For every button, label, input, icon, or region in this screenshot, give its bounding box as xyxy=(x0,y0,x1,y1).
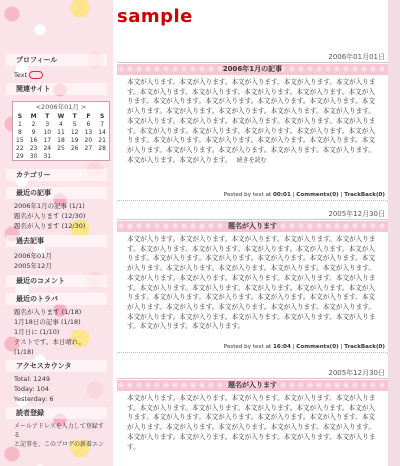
profile-text-label[interactable]: Text xyxy=(14,71,28,79)
calendar-day[interactable]: 26 xyxy=(70,144,79,152)
post-footer: Posted by text at 16:04 | Comments(0) | TrackBack(0) xyxy=(117,342,388,353)
calendar-day[interactable]: 6 xyxy=(86,120,91,128)
access-counter xyxy=(14,374,109,404)
calendar-day[interactable]: 20 xyxy=(84,136,93,144)
archives-list xyxy=(14,251,109,271)
recent-comments-heading: 最近のコメント xyxy=(6,275,107,287)
calendar-day[interactable]: 30 xyxy=(29,152,38,160)
calendar-day[interactable]: 14 xyxy=(98,128,106,136)
counter-yesterday: Yesterday: 6 xyxy=(14,395,54,403)
trackback-link[interactable]: 1月18日の記事 (1/18) xyxy=(14,318,81,326)
trackback-link[interactable]: テストです。本日晴れ。 xyxy=(14,338,86,346)
calendar-day[interactable]: 21 xyxy=(98,136,106,144)
calendar-day[interactable]: 13 xyxy=(84,128,93,136)
post-body xyxy=(117,391,388,466)
calendar-day[interactable]: 9 xyxy=(31,128,36,136)
calendar-day[interactable]: 10 xyxy=(43,128,52,136)
post-title[interactable]: 2006年1月の記事 xyxy=(117,64,388,75)
calendar-day[interactable]: 28 xyxy=(98,144,106,152)
right-border-decoration xyxy=(388,0,400,466)
reader-line: メールアドレスを入力して登録する xyxy=(14,423,104,439)
calendar-weekday: S xyxy=(17,112,23,120)
post-body xyxy=(117,232,388,332)
calendar-day[interactable]: 16 xyxy=(29,136,38,144)
profile-heading: プロフィール xyxy=(6,54,107,66)
related-sites-heading: 関連サイト xyxy=(6,83,107,95)
calendar-weekday: F xyxy=(86,112,91,120)
calendar-weekday: W xyxy=(57,112,65,120)
recent-post-link[interactable]: 題名が入ります (12/30) xyxy=(14,222,86,230)
calendar-day[interactable]: 29 xyxy=(16,152,24,160)
comments-link[interactable]: Comments(0) xyxy=(296,192,339,198)
calendar-day[interactable]: 7 xyxy=(100,120,105,128)
calendar-day[interactable]: 11 xyxy=(57,128,65,136)
post-body xyxy=(117,75,388,182)
calendar-weekday: S xyxy=(99,112,105,120)
recent-post-link[interactable]: 2006年1月の記事 (1/1) xyxy=(14,202,85,210)
archive-link[interactable]: 2005年12月 xyxy=(14,262,52,270)
counter-total: Total: 1249 xyxy=(14,375,50,383)
calendar-day[interactable]: 19 xyxy=(70,136,79,144)
blog-post xyxy=(117,368,388,466)
recent-trackbacks-list xyxy=(14,307,109,357)
trackback-link[interactable]: 題名が入ります (1/18) xyxy=(14,308,82,316)
calendar-day xyxy=(82,152,96,160)
post-body-text: 本文が入ります。本文が入ります。本文が入ります。本文が入ります。本文が入ります。本文が入ります。本文が入ります。本文が入ります。本文が入ります。本文が入ります。本文が入ります。本文が入ります。本文が入ります。本文が入ります。本文が入ります。本文が入ります。本文が入ります。本文が入ります。本文が入ります。本文が入ります。本文が入ります。本文が入ります。本文が入ります。本文が入ります。 xyxy=(127,394,376,451)
post-date: 2006年01月01日 xyxy=(117,52,388,63)
trackback-link[interactable]: TrackBack(0) xyxy=(344,192,385,198)
archive-link[interactable]: 2006年01月 xyxy=(14,252,52,260)
recent-post-link[interactable]: 題名が入ります (12/30) xyxy=(14,212,86,220)
chain-link-icon xyxy=(29,71,43,79)
sidebar-top-decoration xyxy=(0,0,113,54)
calendar-day[interactable]: 5 xyxy=(72,120,77,128)
calendar-day[interactable]: 25 xyxy=(57,144,65,152)
post-body-text: 本文が入ります。本文が入ります。本文が入ります。本文が入ります。本文が入ります。本文が入ります。本文が入ります。本文が入ります。本文が入ります。本文が入ります。本文が入ります。本文が入ります。本文が入ります。本文が入ります。本文が入ります。本文が入ります。本文が入ります。本文が入ります。本文が入ります。本文が入ります。本文が入ります。本文が入ります。本文が入ります。本文が入ります。本文が入ります。本文が入ります。本文が入ります。本文が入ります。本文が入ります。本文が入ります。本文が入ります。本文が入ります。本文が入ります。本文が入ります。本文が入ります。本文が入ります。本文が入ります。本文が入ります。本文が入ります。本文が入ります。 xyxy=(127,78,376,164)
trackback-link[interactable]: TrackBack(0) xyxy=(344,344,385,350)
calendar-day[interactable]: 23 xyxy=(29,144,38,152)
calendar-day[interactable]: 2 xyxy=(31,120,36,128)
main-content xyxy=(113,0,388,466)
post-time[interactable]: 00:01 xyxy=(273,192,291,198)
reader-line: と記事を、このブログの新着エン xyxy=(14,441,105,448)
calendar-day[interactable]: 31 xyxy=(43,152,52,160)
comments-link[interactable]: Comments(0) xyxy=(296,344,339,350)
blog-post xyxy=(117,52,388,201)
access-counter-heading: アクセスカウンタ xyxy=(6,360,107,372)
calendar-day[interactable]: 8 xyxy=(17,128,22,136)
calendar-weekday: M xyxy=(30,112,37,120)
calendar-day[interactable]: 3 xyxy=(45,120,50,128)
calendar-grid xyxy=(13,112,109,160)
archives-heading: 過去記事 xyxy=(6,235,107,247)
post-footer: Posted by text at 00:01 | Comments(0) | TrackBack(0) xyxy=(117,190,388,201)
calendar-day[interactable]: 24 xyxy=(43,144,52,152)
read-more-link[interactable]: 続きを読む xyxy=(236,156,267,164)
trackback-date: (1/18) xyxy=(14,348,34,356)
calendar-day[interactable]: 18 xyxy=(57,136,65,144)
post-title[interactable]: 題名が入ります xyxy=(117,380,388,391)
reader-heading: 読者登録 xyxy=(6,407,107,419)
category-heading: カテゴリー xyxy=(6,169,107,181)
trackback-link[interactable]: 1月日に (1/10) xyxy=(14,328,60,336)
calendar-day[interactable]: 4 xyxy=(59,120,63,128)
calendar-day[interactable]: 17 xyxy=(43,136,52,144)
calendar-day[interactable]: 22 xyxy=(16,144,24,152)
calendar-title[interactable]: <2006年01月 > xyxy=(35,103,87,111)
calendar-day xyxy=(54,152,68,160)
post-title[interactable]: 題名が入ります xyxy=(117,221,388,232)
sidebar xyxy=(0,0,113,466)
calendar-day[interactable]: 27 xyxy=(84,144,93,152)
posted-by: Posted by text at xyxy=(223,344,272,350)
recent-posts-heading: 最近の記事 xyxy=(6,187,107,199)
counter-today: Today: 104 xyxy=(14,385,49,393)
post-date: 2005年12月30日 xyxy=(117,209,388,220)
calendar-weekday: T xyxy=(45,112,50,120)
calendar xyxy=(12,101,110,161)
posted-by: Posted by text at xyxy=(223,192,272,198)
calendar-day[interactable]: 15 xyxy=(16,136,24,144)
post-body-text: 本文が入ります。本文が入ります。本文が入ります。本文が入ります。本文が入ります。本文が入ります。本文が入ります。本文が入ります。本文が入ります。本文が入ります。本文が入ります。本文が入ります。本文が入ります。本文が入ります。本文が入ります。本文が入ります。本文が入ります。本文が入ります。本文が入ります。本文が入ります。本文が入ります。本文が入ります。本文が入ります。本文が入ります。本文が入ります。本文が入ります。本文が入ります。本文が入ります。本文が入ります。本文が入ります。本文が入ります。本文が入ります。本文が入ります。本文が入ります。本文が入ります。本文が入ります。本文が入ります。本文が入ります。本文が入ります。本文が入ります。本文が入ります。本文が入ります。本文が入ります。本文が入ります。本文が入ります。 xyxy=(127,235,376,331)
calendar-weekday: T xyxy=(72,112,77,120)
recent-trackbacks-heading: 最近のトラバ xyxy=(6,293,107,305)
calendar-day[interactable]: 12 xyxy=(70,128,79,136)
site-title[interactable]: sample xyxy=(117,6,193,27)
blog-post xyxy=(117,209,388,353)
reader-description xyxy=(14,422,109,449)
calendar-day xyxy=(95,152,109,160)
post-date: 2005年12月30日 xyxy=(117,368,388,379)
calendar-day xyxy=(68,152,82,160)
profile-link[interactable] xyxy=(14,70,109,80)
recent-posts-list xyxy=(14,201,109,231)
post-time[interactable]: 16:04 xyxy=(273,344,291,350)
calendar-day[interactable]: 1 xyxy=(17,120,22,128)
